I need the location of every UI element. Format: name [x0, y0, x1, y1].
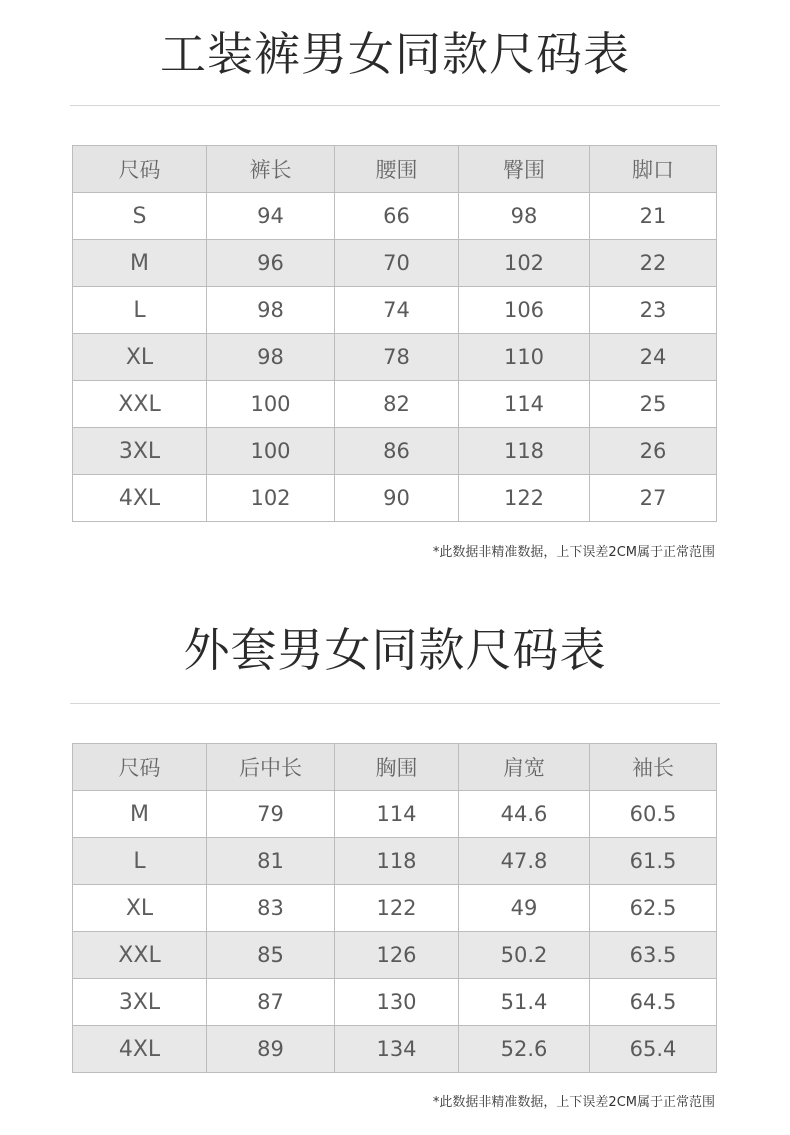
- measurement-cell: 130: [335, 979, 459, 1026]
- header-waist: 腰围: [335, 146, 459, 193]
- jacket-size-table: [72, 743, 717, 1073]
- header-sleeve-length: 袖长: [590, 744, 717, 791]
- measurement-cell: 62.5: [590, 885, 717, 932]
- measurement-cell: 61.5: [590, 838, 717, 885]
- measurement-cell: 98: [207, 334, 335, 381]
- measurement-cell: 25: [590, 381, 717, 428]
- measurement-cell: 100: [207, 381, 335, 428]
- measurement-cell: 24: [590, 334, 717, 381]
- measurement-cell: 122: [459, 475, 590, 522]
- table-row: [73, 193, 717, 240]
- size-cell: M: [73, 240, 207, 287]
- measurement-cell: 52.6: [459, 1026, 590, 1073]
- table-row: [73, 287, 717, 334]
- measurement-cell: 21: [590, 193, 717, 240]
- size-cell: XXL: [73, 932, 207, 979]
- measurement-cell: 70: [335, 240, 459, 287]
- measurement-cell: 81: [207, 838, 335, 885]
- header-size: 尺码: [73, 744, 207, 791]
- measurement-cell: 114: [335, 791, 459, 838]
- measurement-cell: 126: [335, 932, 459, 979]
- measurement-cell: 118: [459, 428, 590, 475]
- size-cell: 3XL: [73, 428, 207, 475]
- table-row: [73, 428, 717, 475]
- measurement-cell: 26: [590, 428, 717, 475]
- pants-title-divider: [70, 105, 720, 106]
- measurement-cell: 65.4: [590, 1026, 717, 1073]
- table-header-row: [73, 146, 717, 193]
- size-cell: M: [73, 791, 207, 838]
- table-row: [73, 979, 717, 1026]
- table-row: [73, 932, 717, 979]
- size-cell: L: [73, 287, 207, 334]
- size-cell: S: [73, 193, 207, 240]
- measurement-cell: 63.5: [590, 932, 717, 979]
- header-pants-length: 裤长: [207, 146, 335, 193]
- measurement-cell: 44.6: [459, 791, 590, 838]
- measurement-cell: 118: [335, 838, 459, 885]
- header-back-length: 后中长: [207, 744, 335, 791]
- measurement-cell: 102: [459, 240, 590, 287]
- measurement-cell: 50.2: [459, 932, 590, 979]
- jacket-size-chart-title: 外套男女同款尺码表: [183, 623, 607, 677]
- header-hip: 臀围: [459, 146, 590, 193]
- jacket-title-divider: [70, 703, 720, 704]
- measurement-cell: 64.5: [590, 979, 717, 1026]
- table-row: [73, 1026, 717, 1073]
- measurement-cell: 106: [459, 287, 590, 334]
- measurement-cell: 85: [207, 932, 335, 979]
- pants-disclaimer-note: *此数据非精准数据，上下误差2CM属于正常范围: [432, 545, 715, 560]
- measurement-cell: 90: [335, 475, 459, 522]
- table-header-row: [73, 744, 717, 791]
- table-row: [73, 475, 717, 522]
- header-size: 尺码: [73, 146, 207, 193]
- measurement-cell: 134: [335, 1026, 459, 1073]
- measurement-cell: 87: [207, 979, 335, 1026]
- table-row: [73, 334, 717, 381]
- measurement-cell: 102: [207, 475, 335, 522]
- table-row: [73, 838, 717, 885]
- measurement-cell: 83: [207, 885, 335, 932]
- measurement-cell: 78: [335, 334, 459, 381]
- size-cell: 4XL: [73, 475, 207, 522]
- measurement-cell: 74: [335, 287, 459, 334]
- measurement-cell: 66: [335, 193, 459, 240]
- table-row: [73, 791, 717, 838]
- header-leg-opening: 脚口: [590, 146, 717, 193]
- measurement-cell: 51.4: [459, 979, 590, 1026]
- measurement-cell: 114: [459, 381, 590, 428]
- measurement-cell: 98: [207, 287, 335, 334]
- measurement-cell: 110: [459, 334, 590, 381]
- measurement-cell: 86: [335, 428, 459, 475]
- measurement-cell: 100: [207, 428, 335, 475]
- size-cell: 3XL: [73, 979, 207, 1026]
- measurement-cell: 94: [207, 193, 335, 240]
- measurement-cell: 122: [335, 885, 459, 932]
- header-shoulder: 肩宽: [459, 744, 590, 791]
- measurement-cell: 98: [459, 193, 590, 240]
- measurement-cell: 82: [335, 381, 459, 428]
- table-row: [73, 240, 717, 287]
- measurement-cell: 60.5: [590, 791, 717, 838]
- measurement-cell: 23: [590, 287, 717, 334]
- measurement-cell: 22: [590, 240, 717, 287]
- size-cell: XL: [73, 334, 207, 381]
- size-cell: XXL: [73, 381, 207, 428]
- size-cell: L: [73, 838, 207, 885]
- pants-size-table: [72, 145, 717, 522]
- table-row: [73, 885, 717, 932]
- measurement-cell: 27: [590, 475, 717, 522]
- pants-size-chart-title: 工装裤男女同款尺码表: [160, 27, 630, 81]
- measurement-cell: 89: [207, 1026, 335, 1073]
- table-row: [73, 381, 717, 428]
- measurement-cell: 79: [207, 791, 335, 838]
- size-cell: 4XL: [73, 1026, 207, 1073]
- measurement-cell: 49: [459, 885, 590, 932]
- size-cell: XL: [73, 885, 207, 932]
- jacket-disclaimer-note: *此数据非精准数据，上下误差2CM属于正常范围: [432, 1095, 715, 1110]
- measurement-cell: 47.8: [459, 838, 590, 885]
- header-chest: 胸围: [335, 744, 459, 791]
- measurement-cell: 96: [207, 240, 335, 287]
